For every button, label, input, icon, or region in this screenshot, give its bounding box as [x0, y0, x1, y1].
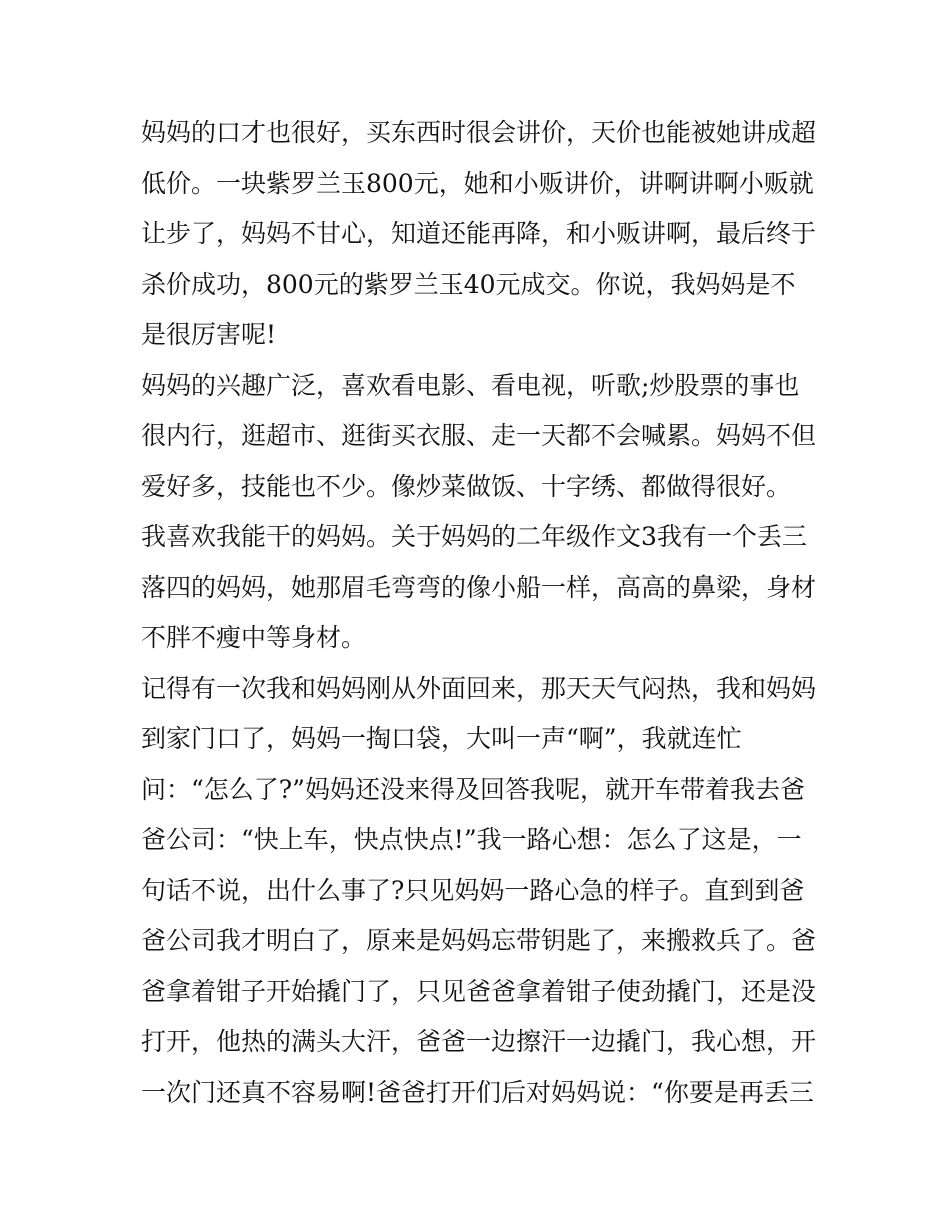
text-line: 是很厉害呢! [141, 320, 277, 349]
essay-text [141, 108, 821, 1118]
text-line: 落四的妈妈，她那眉毛弯弯的像小船一样，高高的鼻梁，身材 [141, 572, 817, 602]
text-line: 爸公司我才明白了，原来是妈妈忘带钥匙了，来搬救兵了。爸 [141, 926, 817, 955]
text-line: 爸拿着钳子开始撬门了，只见爸爸拿着钳子使劲撬门，还是没 [141, 976, 817, 1006]
text-line: 爱好多，技能也不少。像炒菜做饭、十字绣、都做得很好。 [141, 471, 792, 501]
text-line: 爸公司：“快上车，快点快点!”我一路心想：怎么了这是，一 [141, 825, 802, 854]
text-line: 到家门口了，妈妈一掏口袋，大叫一声“啊”，我就连忙 [141, 724, 742, 753]
text-line: 一次门还真不容易啊!爸爸打开们后对妈妈说：“你要是再丢三 [141, 1077, 814, 1107]
text-line: 妈妈的兴趣广泛，喜欢看电影、看电视，听歌;炒股票的事也 [141, 370, 800, 400]
text-line: 问：“怎么了?”妈妈还没来得及回答我呢，就开车带着我去爸 [141, 774, 805, 804]
text-line: 妈妈的口才也很好，买东西时很会讲价，天价也能被她讲成超 [141, 118, 817, 147]
text-line: 让步了，妈妈不甘心，知道还能再降，和小贩讲啊，最后终于 [141, 219, 817, 248]
text-line: 低价。一块紫罗兰玉800元，她和小贩讲价，讲啊讲啊小贩就 [141, 168, 814, 198]
text-line: 不胖不瘦中等身材。 [141, 623, 367, 652]
text-line: 杀价成功，800元的紫罗兰玉40元成交。你说，我妈妈是不 [141, 269, 796, 299]
text-line: 记得有一次我和妈妈刚从外面回来，那天天气闷热，我和妈妈 [141, 673, 817, 703]
text-line: 打开，他热的满头大汗，爸爸一边擦汗一边撬门，我心想，开 [141, 1027, 817, 1056]
text-line: 我喜欢我能干的妈妈。关于妈妈的二年级作文3我有一个丢三 [141, 522, 807, 551]
text-line: 很内行，逛超市、逛街买衣服、走一天都不会喊累。妈妈不但 [141, 421, 817, 450]
text-line: 句话不说，出什么事了?只见妈妈一路心急的样子。直到到爸 [141, 875, 805, 905]
